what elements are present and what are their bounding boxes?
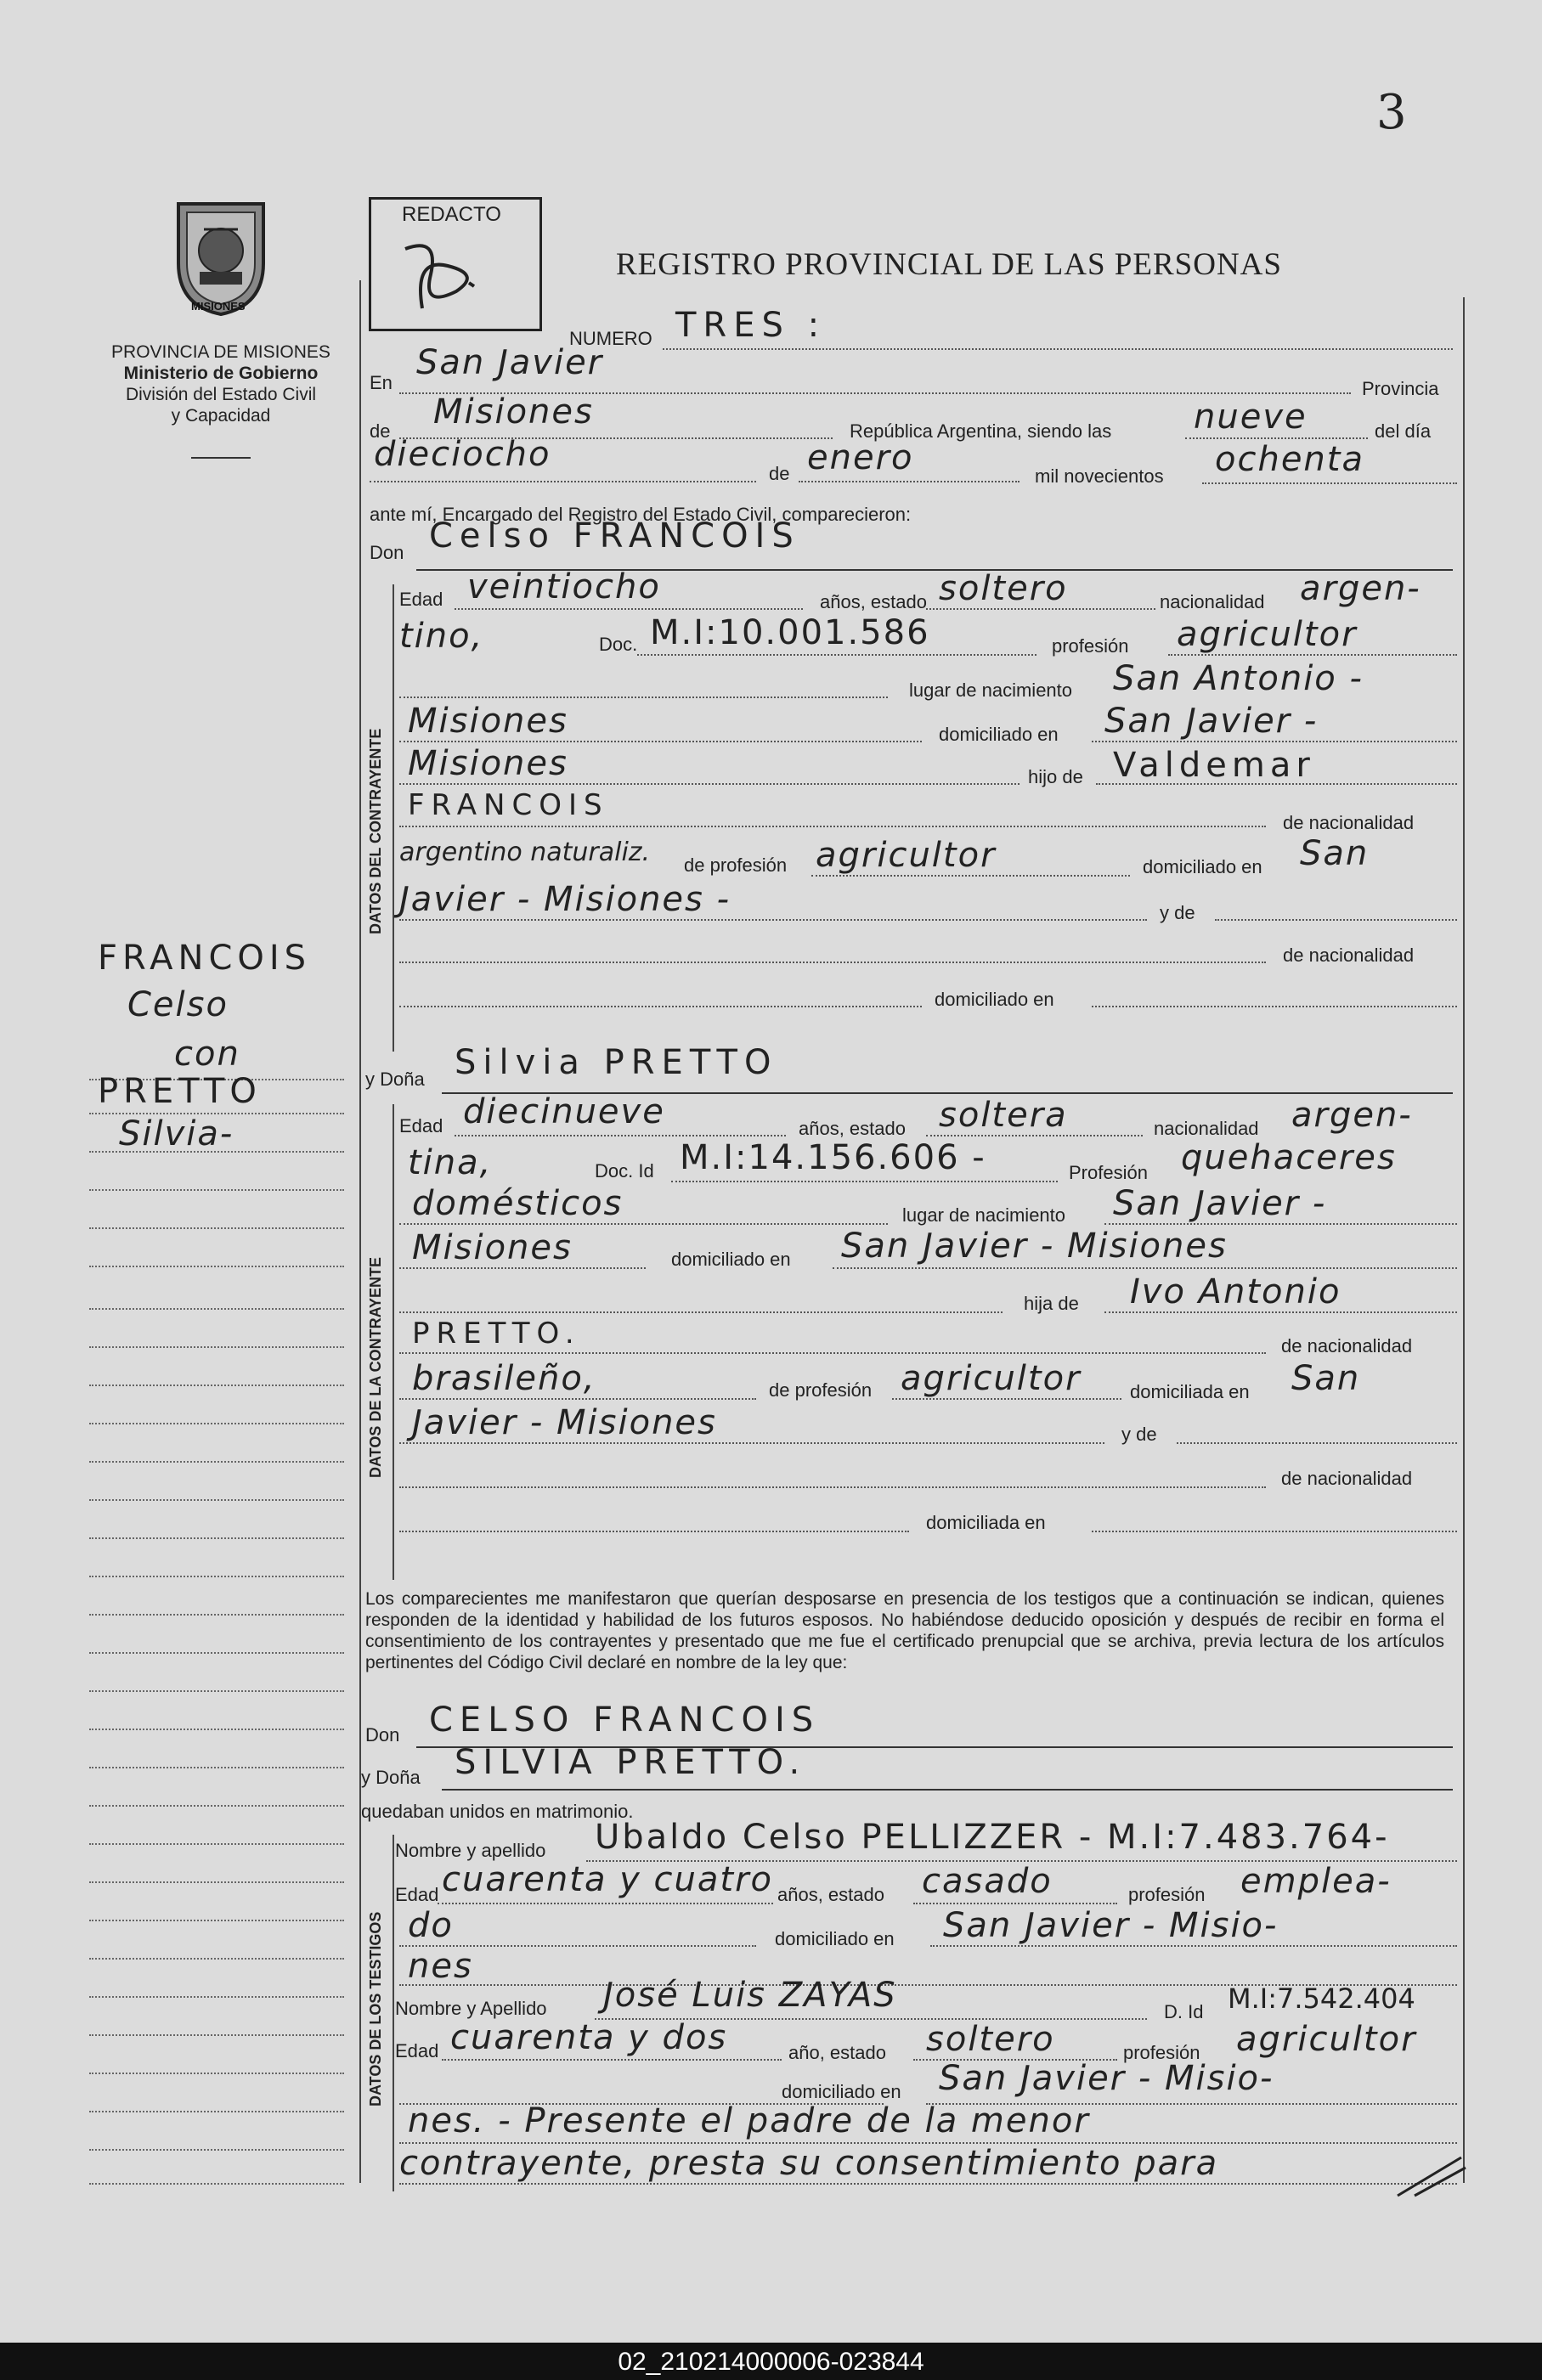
groom-side-label: DATOS DEL CONTRAYENTE (367, 728, 384, 934)
witness2-doc-label: D. Id (1164, 2001, 1204, 2022)
bride-father-dom-label: domiciliada en (1130, 1381, 1250, 1402)
sidebar-firstname: Celso (127, 985, 229, 1024)
witness2-estado-value: soltero (926, 2020, 1055, 2059)
groom-hijo-label: hijo de (1028, 766, 1083, 787)
bride-lugar-label: lugar de nacimiento (902, 1204, 1066, 1226)
bride-estado-value: soltera (939, 1096, 1068, 1135)
footer-bar (0, 2343, 1542, 2380)
month-value: enero (807, 438, 914, 477)
witness2-profesion-value: agricultor (1236, 2020, 1417, 2059)
witness2-edad-label: Edad (395, 2040, 439, 2061)
groom-profesion-value: agricultor (1177, 615, 1358, 654)
line-end-slash-icon (1393, 2149, 1470, 2200)
groom-father-prof: agricultor (816, 836, 997, 875)
bride-de-nacionalidad-label: de nacionalidad (1281, 1335, 1413, 1356)
witness2-dom-label: domiciliado en (782, 2081, 901, 2102)
declaration-paragraph: Los comparecientes me manifestaron que querían desposarse en presencia de los testigos que a continuación se indican, quienes responden de la identidad y habilidad de los futuros esposos. No habiéndose deducido oposición y después de recibir en forma el consentimiento de los contrayentes y presentado que me fue el certificado prenupcial que se archiva, previa lectura de los artículos pertinentes del Código Civil declaré en nombre de la ley que: (365, 1589, 1444, 1672)
bride-nacionalidad-label: nacionalidad (1154, 1118, 1259, 1139)
groom-domiciliado-label: domiciliado en (939, 724, 1059, 745)
witness2-nombre-label: Nombre y Apellido (395, 1998, 547, 2019)
note-line-1: nes. - Presente el padre de la menor (408, 2101, 1090, 2140)
bride-doc-value: M.I:14.156.606 - (680, 1138, 986, 1177)
en-label: En (370, 372, 393, 393)
republica-label: República Argentina, siendo las (850, 420, 1112, 442)
witness1-dom-label: domiciliado en (775, 1928, 895, 1949)
witness1-estado-value: casado (922, 1862, 1053, 1901)
provincia-label: Provincia (1362, 378, 1439, 399)
witness1-profesion-value-2: do (408, 1906, 454, 1945)
groom-father-dom-label: domiciliado en (1143, 856, 1262, 877)
signature-icon (388, 232, 524, 325)
bride-doc-label: Doc. Id (595, 1160, 654, 1182)
witness1-dom-value-2: nes (408, 1947, 473, 1986)
groom-domicilio-value: San Javier - (1104, 702, 1319, 741)
bride-mother-dom-label: domiciliada en (926, 1512, 1046, 1533)
bride-anos-label: años, estado (799, 1118, 906, 1139)
groom-lugar-value: San Antonio - (1113, 659, 1364, 698)
witness1-edad-label: Edad (395, 1884, 439, 1905)
year-value: ochenta (1215, 440, 1364, 479)
ministry-label: Ministerio de Gobierno (123, 364, 319, 383)
don-label: Don (370, 542, 404, 563)
groom-nacionalidad-value-2: tino, (399, 617, 484, 656)
mil-label: mil novecientos (1035, 465, 1164, 487)
sidebar-surname-2: PRETTO (98, 1072, 262, 1111)
groom-mother-nac-label: de nacionalidad (1283, 945, 1415, 966)
groom-doc-label: Doc. (599, 634, 638, 655)
groom-de-nacionalidad-label: de nacionalidad (1283, 812, 1415, 833)
hour-value: nueve (1194, 398, 1308, 437)
bride-hija-label: hija de (1024, 1293, 1079, 1314)
bride-profesion-value: quehaceres (1181, 1138, 1397, 1177)
stamp-label: REDACTO (402, 203, 501, 226)
note-line-2: contrayente, presta su consentimiento para (399, 2144, 1219, 2183)
groom-de-profesion-label: de profesión (684, 854, 788, 876)
de-label: de (370, 420, 391, 442)
decl-don-label: Don (365, 1724, 400, 1746)
groom-nacionalidad-value: argen- (1300, 569, 1421, 608)
groom-mother-dom-label: domiciliado en (935, 989, 1054, 1010)
witness1-edad-value: cuarenta y cuatro (442, 1860, 774, 1899)
ante-label: ante mí, Encargado del Registro del Estado Civil, comparecieron: (370, 504, 912, 525)
page-title: REGISTRO PROVINCIAL DE LAS PERSONAS (616, 247, 1282, 282)
bride-lugar-value-2: Misiones (412, 1228, 573, 1267)
bride-y-de-label: y de (1121, 1424, 1157, 1445)
day-value: dieciocho (374, 435, 551, 474)
footer-code: 02_210214000006-023844 (618, 2348, 924, 2376)
decl-don-value: CELSO FRANCOIS (429, 1700, 821, 1740)
province-value: Misiones (433, 392, 594, 431)
seal-text: MISIONES (191, 300, 246, 313)
province-label: PROVINCIA DE MISIONES (111, 342, 330, 362)
numero-value: TRES : (675, 306, 827, 345)
bride-domiciliado-label: domiciliado en (671, 1249, 791, 1270)
bride-father-value: Ivo Antonio (1130, 1272, 1341, 1311)
bride-nacionalidad-value: argen- (1291, 1096, 1413, 1135)
bride-lugar-value: San Javier - (1113, 1184, 1327, 1223)
city-value: San Javier (416, 343, 604, 382)
groom-father-nac: argentino naturaliz. (399, 838, 651, 867)
groom-nacionalidad-label: nacionalidad (1160, 591, 1265, 612)
bride-edad-label: Edad (399, 1115, 443, 1136)
witness2-dom-value: San Javier - Misio- (939, 2059, 1274, 2098)
bride-father-prof: agricultor (901, 1359, 1082, 1398)
groom-lugar-label: lugar de nacimiento (909, 680, 1073, 701)
quedaban-label: quedaban unidos en matrimonio. (361, 1801, 634, 1822)
decl-dona-label: y Doña (361, 1767, 421, 1788)
dona-label: y Doña (365, 1069, 425, 1090)
groom-y-de-label: y de (1160, 902, 1195, 923)
groom-father-dom: San (1300, 834, 1370, 873)
division-label-2: y Capacidad (171, 406, 271, 426)
witness1-nombre-value: Ubaldo Celso PELLIZZER - M.I:7.483.764- (595, 1818, 1390, 1857)
bride-profesion-label: Profesión (1069, 1162, 1148, 1183)
groom-father-value: Valdemar (1113, 746, 1315, 785)
province-seal-icon (166, 191, 276, 319)
sidebar-firstname-2: Silvia- (119, 1114, 234, 1153)
witness1-anos-label: años, estado (777, 1884, 884, 1905)
witness1-profesion-value: emplea- (1240, 1862, 1392, 1901)
witness2-anos-label: año, estado (788, 2042, 886, 2063)
groom-edad-label: Edad (399, 589, 443, 610)
redacto-stamp (369, 197, 542, 331)
bride-father-dom: San (1291, 1359, 1361, 1398)
bride-mother-nac-label: de nacionalidad (1281, 1468, 1413, 1489)
witness2-nombre-value: José Luis ZAYAS (603, 1976, 897, 2015)
bride-father-dom-2: Javier - Misiones (412, 1403, 717, 1442)
bride-side-label: DATOS DE LA CONTRAYENTE (367, 1256, 384, 1478)
sidebar-con: con (174, 1035, 240, 1074)
bride-name: Silvia PRETTO (455, 1043, 778, 1082)
witness1-profesion-label: profesión (1128, 1884, 1206, 1905)
bride-profesion-value-2: domésticos (412, 1184, 624, 1223)
groom-domicilio-value-2: Misiones (408, 744, 568, 783)
groom-father-dom-2: Javier - Misiones - (399, 880, 731, 919)
groom-name: Celso FRANCOIS (429, 516, 800, 556)
decl-dona-value: SILVIA PRETTO. (455, 1743, 807, 1782)
page-number: 3 (1376, 85, 1407, 140)
groom-lugar-value-2: Misiones (408, 702, 568, 741)
groom-anos-label: años, estado (820, 591, 927, 612)
groom-edad-value: veintiocho (467, 567, 661, 606)
de-mes-label: de (769, 463, 790, 484)
groom-father-surname: FRANCOIS (408, 788, 609, 822)
bride-father-nac: brasileño, (412, 1359, 596, 1398)
groom-estado-value: soltero (939, 569, 1068, 608)
witness2-edad-value: cuarenta y dos (450, 2018, 728, 2057)
bride-edad-value: diecinueve (463, 1092, 665, 1131)
numero-label: NUMERO (569, 328, 652, 349)
witness2-profesion-label: profesión (1123, 2042, 1200, 2063)
groom-profesion-label: profesión (1052, 635, 1129, 657)
witness1-nombre-label: Nombre y apellido (395, 1840, 546, 1861)
bride-nacionalidad-value-2: tina, (408, 1143, 493, 1182)
witnesses-side-label: DATOS DE LOS TESTIGOS (367, 1911, 384, 2106)
groom-doc-value: M.I:10.001.586 (650, 613, 930, 652)
bride-de-profesion-label: de profesión (769, 1379, 873, 1401)
witness1-dom-value: San Javier - Misio- (943, 1906, 1279, 1945)
division-label: División del Estado Civil (125, 385, 317, 404)
witness2-doc-value: M.I:7.542.404 (1228, 1982, 1415, 2015)
del-dia-label: del día (1375, 420, 1432, 442)
bride-domicilio-value: San Javier - Misiones (841, 1227, 1228, 1266)
bride-father-surname: PRETTO. (412, 1317, 581, 1351)
sidebar-surname: FRANCOIS (98, 939, 312, 978)
